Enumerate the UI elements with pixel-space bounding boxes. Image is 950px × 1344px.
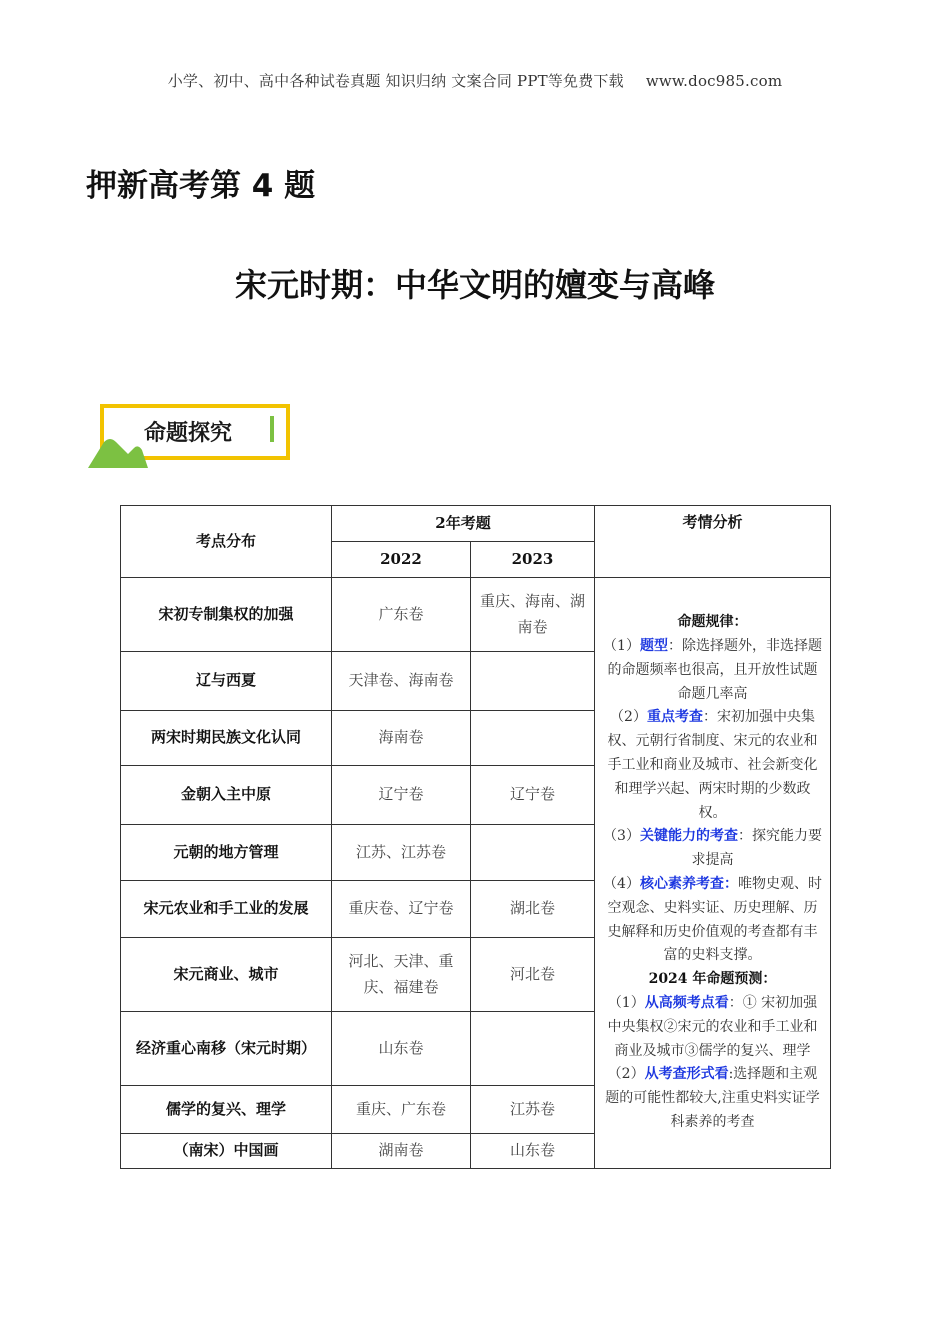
- keyword-highlight: 题型: [639, 638, 668, 655]
- analysis-item-1: （1）题型：除选择题外，非选择题的命题频率也很高，且开放性试题命题几率高: [603, 638, 822, 702]
- keyword-highlight: 核心素养考查：: [639, 876, 738, 892]
- row-2023: 山东卷: [471, 1134, 595, 1169]
- row-2023: [471, 825, 595, 881]
- keyword-highlight: 关键能力的考查: [639, 828, 738, 845]
- keyword-highlight: 从高频考点看: [644, 994, 729, 1011]
- keyword-highlight: 从考查形式看: [644, 1066, 729, 1083]
- row-2023: [471, 1012, 595, 1086]
- row-topic: 经济重心南移（宋元时期）: [121, 1012, 332, 1086]
- header-2023: 2023: [471, 542, 595, 578]
- row-topic: （南宋）中国画: [121, 1134, 332, 1169]
- header-url[interactable]: www.doc985.com: [645, 72, 783, 90]
- analysis-item-3: （3）关键能力的考查：探究能力要求提高: [603, 828, 822, 869]
- row-2022: 辽宁卷: [332, 766, 471, 825]
- row-2022: 重庆、广东卷: [332, 1086, 471, 1134]
- row-topic: 儒学的复兴、理学: [121, 1086, 332, 1134]
- keyword-highlight: 重点考查: [646, 709, 703, 726]
- row-2022: 天津卷、海南卷: [332, 652, 471, 711]
- page-header: [0, 70, 950, 91]
- page-subtitle: 宋元时期：中华文明的嬗变与高峰: [234, 266, 715, 304]
- page-title: 押新高考第 4 题: [86, 168, 316, 204]
- row-2022: 山东卷: [332, 1012, 471, 1086]
- row-2023: 湖北卷: [471, 881, 595, 938]
- badge-label: 命题探究: [144, 421, 233, 446]
- row-2023: [471, 711, 595, 766]
- row-topic: 元朝的地方管理: [121, 825, 332, 881]
- row-topic: 宋元商业、城市: [121, 938, 332, 1012]
- badge-tick: [270, 416, 274, 442]
- row-2023: 辽宁卷: [471, 766, 595, 825]
- row-topic: 宋初专制集权的加强: [121, 578, 332, 652]
- row-2022: 海南卷: [332, 711, 471, 766]
- analysis-item-2: （2）重点考查：宋初加强中央集权、元朝行省制度、宋元的农业和手工业和商业及城市、社会新变化和理学兴起、两宋时期的少数政权。: [607, 709, 818, 821]
- row-2023: 重庆、海南、湖南卷: [471, 578, 595, 652]
- exam-table: [120, 505, 831, 1169]
- analysis-cell: [595, 578, 831, 1169]
- section-badge: [88, 402, 298, 468]
- row-topic: 两宋时期民族文化认同: [121, 711, 332, 766]
- row-2022: 河北、天津、重庆、福建卷: [332, 938, 471, 1012]
- mountain-icon: [88, 432, 148, 468]
- forecast-item-2: （2）从考查形式看:选择题和主观题的可能性都较大,注重史料实证学科素养的考查: [605, 1066, 820, 1130]
- row-2023: 江苏卷: [471, 1086, 595, 1134]
- row-2023: [471, 652, 595, 711]
- row-topic: 金朝入主中原: [121, 766, 332, 825]
- analysis-heading-rules: 命题规律：: [677, 614, 748, 631]
- row-2022: 广东卷: [332, 578, 471, 652]
- analysis-heading-forecast: 2024 年命题预测：: [648, 971, 777, 988]
- table-row: [121, 578, 831, 652]
- row-topic: 辽与西夏: [121, 652, 332, 711]
- analysis-item-4: （4）核心素养考查：唯物史观、时空观念、史料实证、历史理解、历史解释和历史价值观的考查都有丰富的史料支撑。: [603, 876, 822, 964]
- forecast-item-1: （1）从高频考点看：① 宋初加强中央集权②宋元的农业和手工业和商业及城市③儒学的复兴、理学: [607, 994, 818, 1059]
- header-2022: 2022: [332, 542, 471, 578]
- row-topic: 宋元农业和手工业的发展: [121, 881, 332, 938]
- header-text: 小学、初中、高中各种试卷真题 知识归纳 文案合同 PPT等免费下载: [167, 72, 624, 90]
- row-2022: 江苏、江苏卷: [332, 825, 471, 881]
- header-topic: 考点分布: [121, 506, 332, 578]
- row-2022: 重庆卷、辽宁卷: [332, 881, 471, 938]
- row-2022: 湖南卷: [332, 1134, 471, 1169]
- header-analysis: 考情分析: [595, 506, 831, 578]
- row-2023: 河北卷: [471, 938, 595, 1012]
- header-group: 2年考题: [332, 506, 595, 542]
